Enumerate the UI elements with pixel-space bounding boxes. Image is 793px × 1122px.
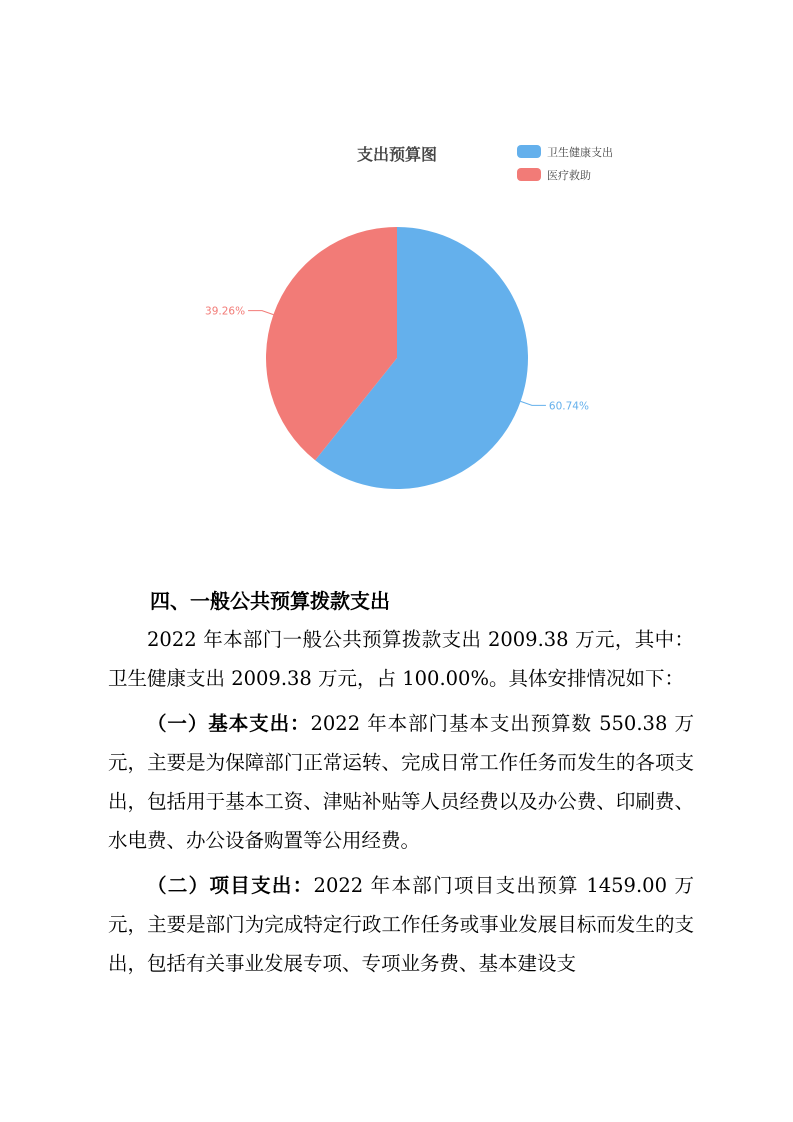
- pie-slices: [266, 227, 528, 489]
- project-expenditure-lead: （二）项目支出：: [147, 874, 314, 897]
- project-expenditure-paragraph: [108, 866, 694, 983]
- leader-line-2: [248, 311, 273, 315]
- chart-legend: [517, 145, 613, 182]
- slice-label-2: 39.26%: [205, 305, 246, 318]
- expenditure-pie-chart: [0, 0, 793, 540]
- legend-swatch-1: [517, 145, 541, 158]
- project-expenditure-text: 2022 年本部门项目支出预算 1459.00 万元，主要是部门为完成特定行政工作任务或事业发展目标而发生的支出，包括有关事业发展专项、专项业务费、基本建设支: [108, 874, 694, 975]
- legend-swatch-2: [517, 168, 541, 181]
- basic-expenditure-paragraph: [108, 704, 694, 860]
- intro-paragraph: 2022 年本部门一般公共预算拨款支出 2009.38 万元，其中：卫生健康支出 2009.38 万元，占 100.00%。具体安排情况如下：: [108, 628, 694, 690]
- chart-title: 支出预算图: [356, 145, 438, 164]
- legend-label-1: 卫生健康支出: [547, 146, 613, 159]
- basic-expenditure-lead: （一）基本支出：: [147, 712, 311, 735]
- section-heading: 四、一般公共预算拨款支出: [150, 589, 390, 613]
- basic-expenditure-text: 2022 年本部门基本支出预算数 550.38 万元，主要是为保障部门正常运转、完成日常工作任务而发生的各项支出，包括用于基本工资、津贴补贴等人员经费以及办公费、印刷费、水电费、办公设备购置等公用经费。: [108, 712, 694, 852]
- slice-label-1: 60.74%: [548, 400, 589, 413]
- legend-label-2: 医疗救助: [547, 169, 591, 182]
- leader-line-1: [521, 401, 546, 405]
